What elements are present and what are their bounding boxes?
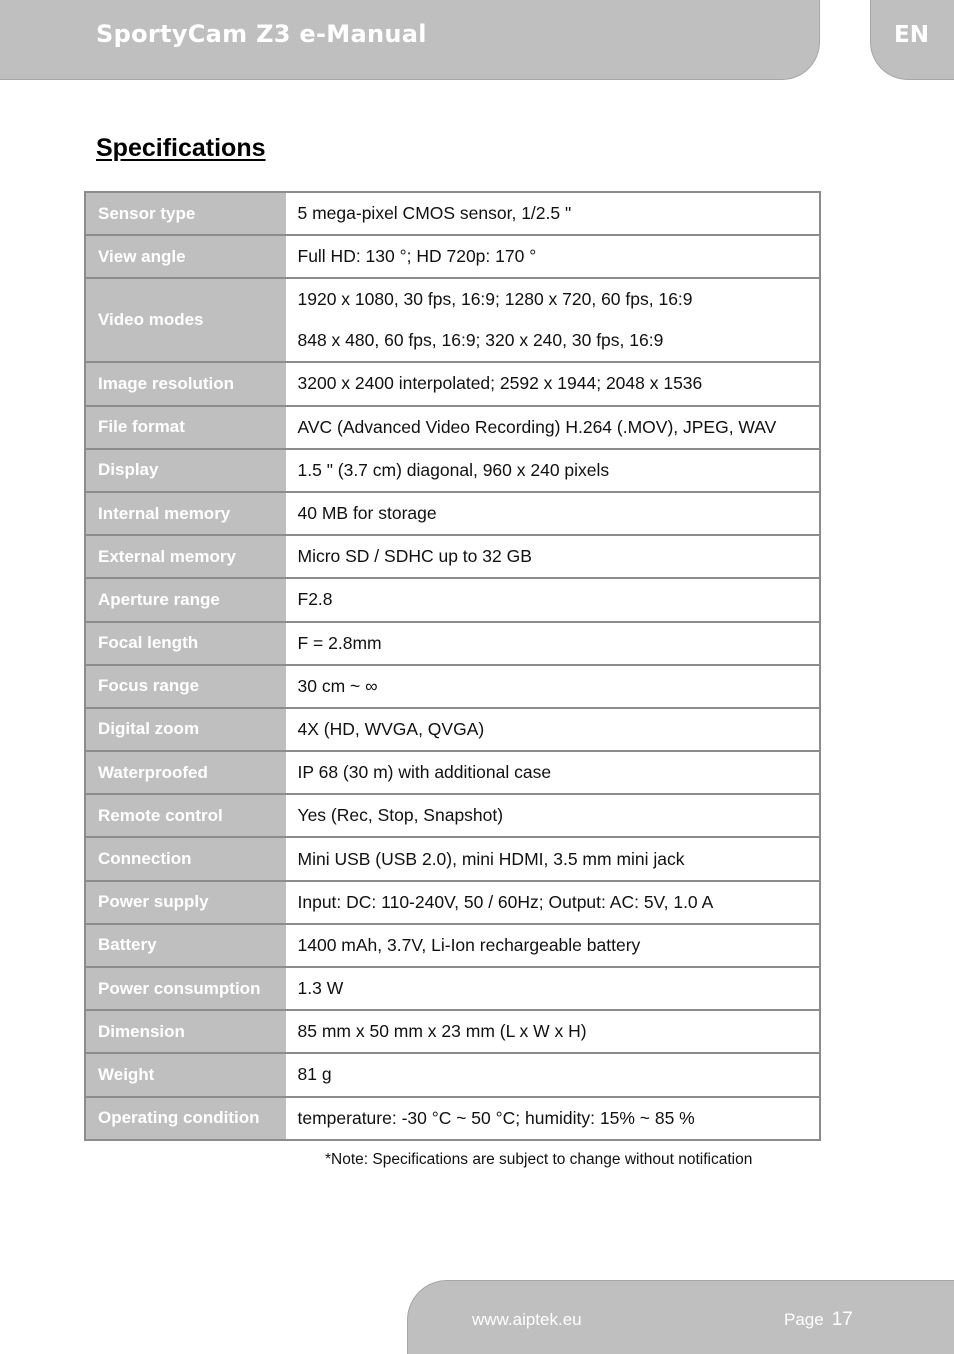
spec-value: 3200 x 2400 interpolated; 2592 x 1944; 2048 x 1536	[285, 362, 820, 405]
spec-value: Input: DC: 110-240V, 50 / 60Hz; Output: AC: 5V, 1.0 A	[285, 881, 820, 924]
spec-value: 40 MB for storage	[285, 492, 820, 535]
spec-value: 5 mega-pixel CMOS sensor, 1/2.5 "	[285, 192, 820, 235]
spec-label: Remote control	[85, 794, 285, 837]
spec-row	[85, 449, 820, 492]
spec-label: Sensor type	[85, 192, 285, 235]
spec-value: 30 cm ~ ∞	[285, 665, 820, 708]
spec-value: 4X (HD, WVGA, QVGA)	[285, 708, 820, 751]
spec-value: F2.8	[285, 578, 820, 621]
footer-website-link[interactable]: www.aiptek.eu	[472, 1310, 582, 1329]
spec-row	[85, 406, 820, 449]
spec-row	[85, 535, 820, 578]
spec-value-line: 1920 x 1080, 30 fps, 16:9; 1280 x 720, 60 fps, 16:9	[297, 289, 693, 310]
spec-row	[85, 751, 820, 794]
spec-label: Dimension	[85, 1010, 285, 1053]
spec-label: Image resolution	[85, 362, 285, 405]
page-number: 17	[831, 1309, 853, 1330]
spec-row	[85, 235, 820, 278]
spec-label: Internal memory	[85, 492, 285, 535]
spec-value: 1.3 W	[285, 967, 820, 1010]
spec-value: 1400 mAh, 3.7V, Li-Ion rechargeable battery	[285, 924, 820, 967]
spec-value	[285, 278, 820, 362]
specifications-table-body	[85, 192, 820, 1140]
spec-row	[85, 492, 820, 535]
spec-value: Micro SD / SDHC up to 32 GB	[285, 535, 820, 578]
spec-label: External memory	[85, 535, 285, 578]
spec-label: Battery	[85, 924, 285, 967]
spec-row	[85, 665, 820, 708]
spec-value: IP 68 (30 m) with additional case	[285, 751, 820, 794]
spec-row	[85, 362, 820, 405]
spec-label: View angle	[85, 235, 285, 278]
page-label: Page	[784, 1310, 824, 1329]
footer-page-indicator	[784, 1309, 853, 1331]
spec-row	[85, 1010, 820, 1053]
spec-label: Weight	[85, 1053, 285, 1096]
spec-value: Yes (Rec, Stop, Snapshot)	[285, 794, 820, 837]
specifications-table	[84, 191, 821, 1141]
spec-row	[85, 881, 820, 924]
spec-label: File format	[85, 406, 285, 449]
spec-value: Full HD: 130 °; HD 720p: 170 °	[285, 235, 820, 278]
spec-label: Focal length	[85, 622, 285, 665]
spec-value: 1.5 " (3.7 cm) diagonal, 960 x 240 pixels	[285, 449, 820, 492]
spec-value: 81 g	[285, 1053, 820, 1096]
spec-label: Power supply	[85, 881, 285, 924]
spec-label: Operating condition	[85, 1097, 285, 1140]
spec-value: AVC (Advanced Video Recording) H.264 (.MOV), JPEG, WAV	[285, 406, 820, 449]
spec-row	[85, 1053, 820, 1096]
spec-row	[85, 278, 820, 362]
spec-value: Mini USB (USB 2.0), mini HDMI, 3.5 mm mini jack	[285, 837, 820, 880]
spec-value: 85 mm x 50 mm x 23 mm (L x W x H)	[285, 1010, 820, 1053]
spec-row	[85, 192, 820, 235]
spec-label: Waterproofed	[85, 751, 285, 794]
spec-value: F = 2.8mm	[285, 622, 820, 665]
spec-label: Aperture range	[85, 578, 285, 621]
spec-row	[85, 708, 820, 751]
spec-row	[85, 924, 820, 967]
spec-label: Focus range	[85, 665, 285, 708]
spec-row	[85, 837, 820, 880]
spec-row	[85, 622, 820, 665]
spec-row	[85, 1097, 820, 1140]
specification-note: *Note: Specifications are subject to change without notification	[325, 1151, 753, 1168]
spec-row	[85, 967, 820, 1010]
spec-label: Display	[85, 449, 285, 492]
section-title: Specifications	[96, 134, 266, 162]
spec-label: Digital zoom	[85, 708, 285, 751]
spec-label: Power consumption	[85, 967, 285, 1010]
spec-label: Connection	[85, 837, 285, 880]
spec-row	[85, 578, 820, 621]
spec-label: Video modes	[85, 278, 285, 362]
spec-value: temperature: -30 °C ~ 50 °C; humidity: 15% ~ 85 %	[285, 1097, 820, 1140]
language-label: EN	[894, 22, 929, 48]
spec-row	[85, 794, 820, 837]
spec-value-line: 848 x 480, 60 fps, 16:9; 320 x 240, 30 fps, 16:9	[297, 330, 664, 351]
manual-title: SportyCam Z3 e-Manual	[96, 20, 427, 48]
